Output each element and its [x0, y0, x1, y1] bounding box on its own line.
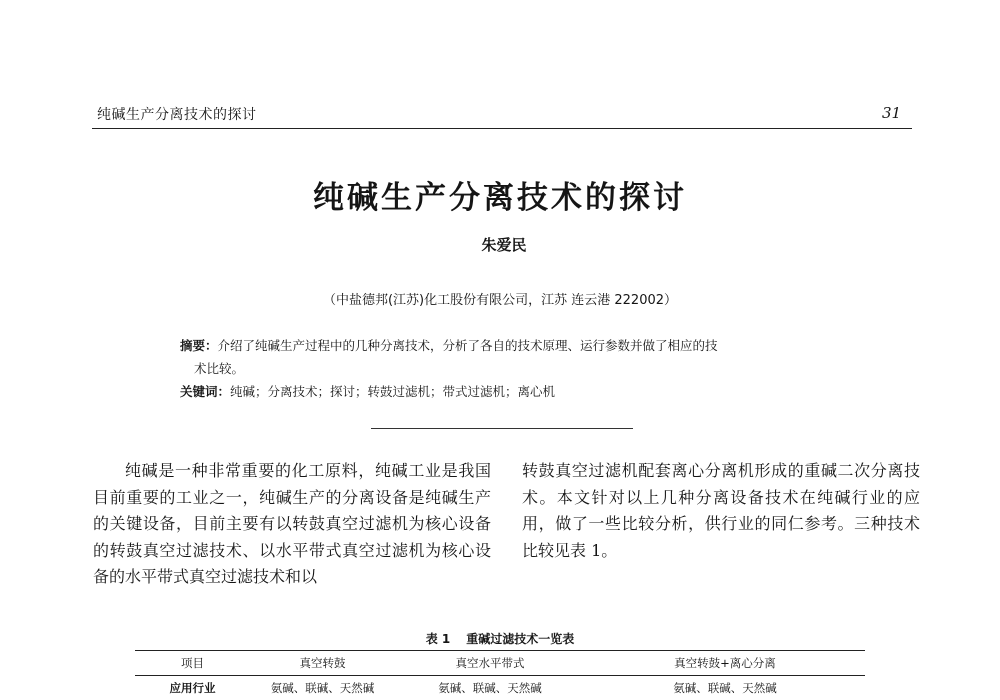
table-cell: 氨碱、联碱、天然碱: [250, 676, 395, 700]
article-title: 纯碱生产分离技术的探讨: [0, 172, 1000, 217]
abstract-line-2: 术比较。: [180, 357, 836, 380]
table-cell: 氨碱、联碱、天然碱: [395, 676, 585, 700]
abstract-divider: [371, 428, 633, 429]
table-header-cell: 真空水平带式: [395, 651, 585, 676]
table-header-cell: 真空转鼓: [250, 651, 395, 676]
keywords-text: 纯碱；分离技术；探讨；转鼓过滤机；带式过滤机；离心机: [230, 384, 555, 399]
article-affiliation: （中盐德邦(江苏)化工股份有限公司，江苏 连云港 222002）: [0, 289, 1000, 308]
keywords-label: 关键词：: [180, 384, 230, 399]
abstract-block: [180, 334, 836, 403]
comparison-table: [135, 650, 865, 700]
abstract-text-1: 介绍了纯碱生产过程中的几种分离技术，分析了各自的技术原理、运行参数并做了相应的技: [218, 338, 718, 353]
body-paragraph-left: 纯碱是一种非常重要的化工原料，纯碱工业是我国目前重要的工业之一，纯碱生产的分离设备是纯碱生产的关键设备，目前主要有以转鼓真空过滤机为核心设备的转鼓真空过滤技术、以水平带式真空过滤机为核心设备的水平带式真空过滤技术和以: [93, 458, 491, 591]
page-number: 31: [882, 104, 901, 122]
keywords-line: [180, 380, 836, 403]
header-rule: [92, 128, 912, 129]
abstract-label: 摘要：: [180, 338, 218, 353]
table-header-cell: 项目: [135, 651, 250, 676]
abstract-line-1: [180, 334, 836, 357]
table-caption-number: 表 1: [426, 632, 451, 646]
body-column-left: [93, 458, 491, 591]
table-header-cell: 真空转鼓+离心分离: [585, 651, 865, 676]
table-caption: [0, 630, 1000, 647]
article-author: 朱爱民: [0, 234, 1000, 255]
body-paragraph-right: 转鼓真空过滤机配套离心分离机形成的重碱二次分离技术。本文针对以上几种分离设备技术在纯碱行业的应用，做了一些比较分析，供行业的同仁参考。三种技术比较见表 1。: [522, 458, 920, 564]
table-caption-title: 重碱过滤技术一览表: [466, 632, 574, 646]
table-cell: 氨碱、联碱、天然碱: [585, 676, 865, 700]
table-header-row: [135, 651, 865, 676]
running-title: 纯碱生产分离技术的探讨: [97, 104, 257, 124]
table-row: [135, 676, 865, 700]
table-cell: 应用行业: [135, 676, 250, 700]
body-column-right: [522, 458, 920, 564]
